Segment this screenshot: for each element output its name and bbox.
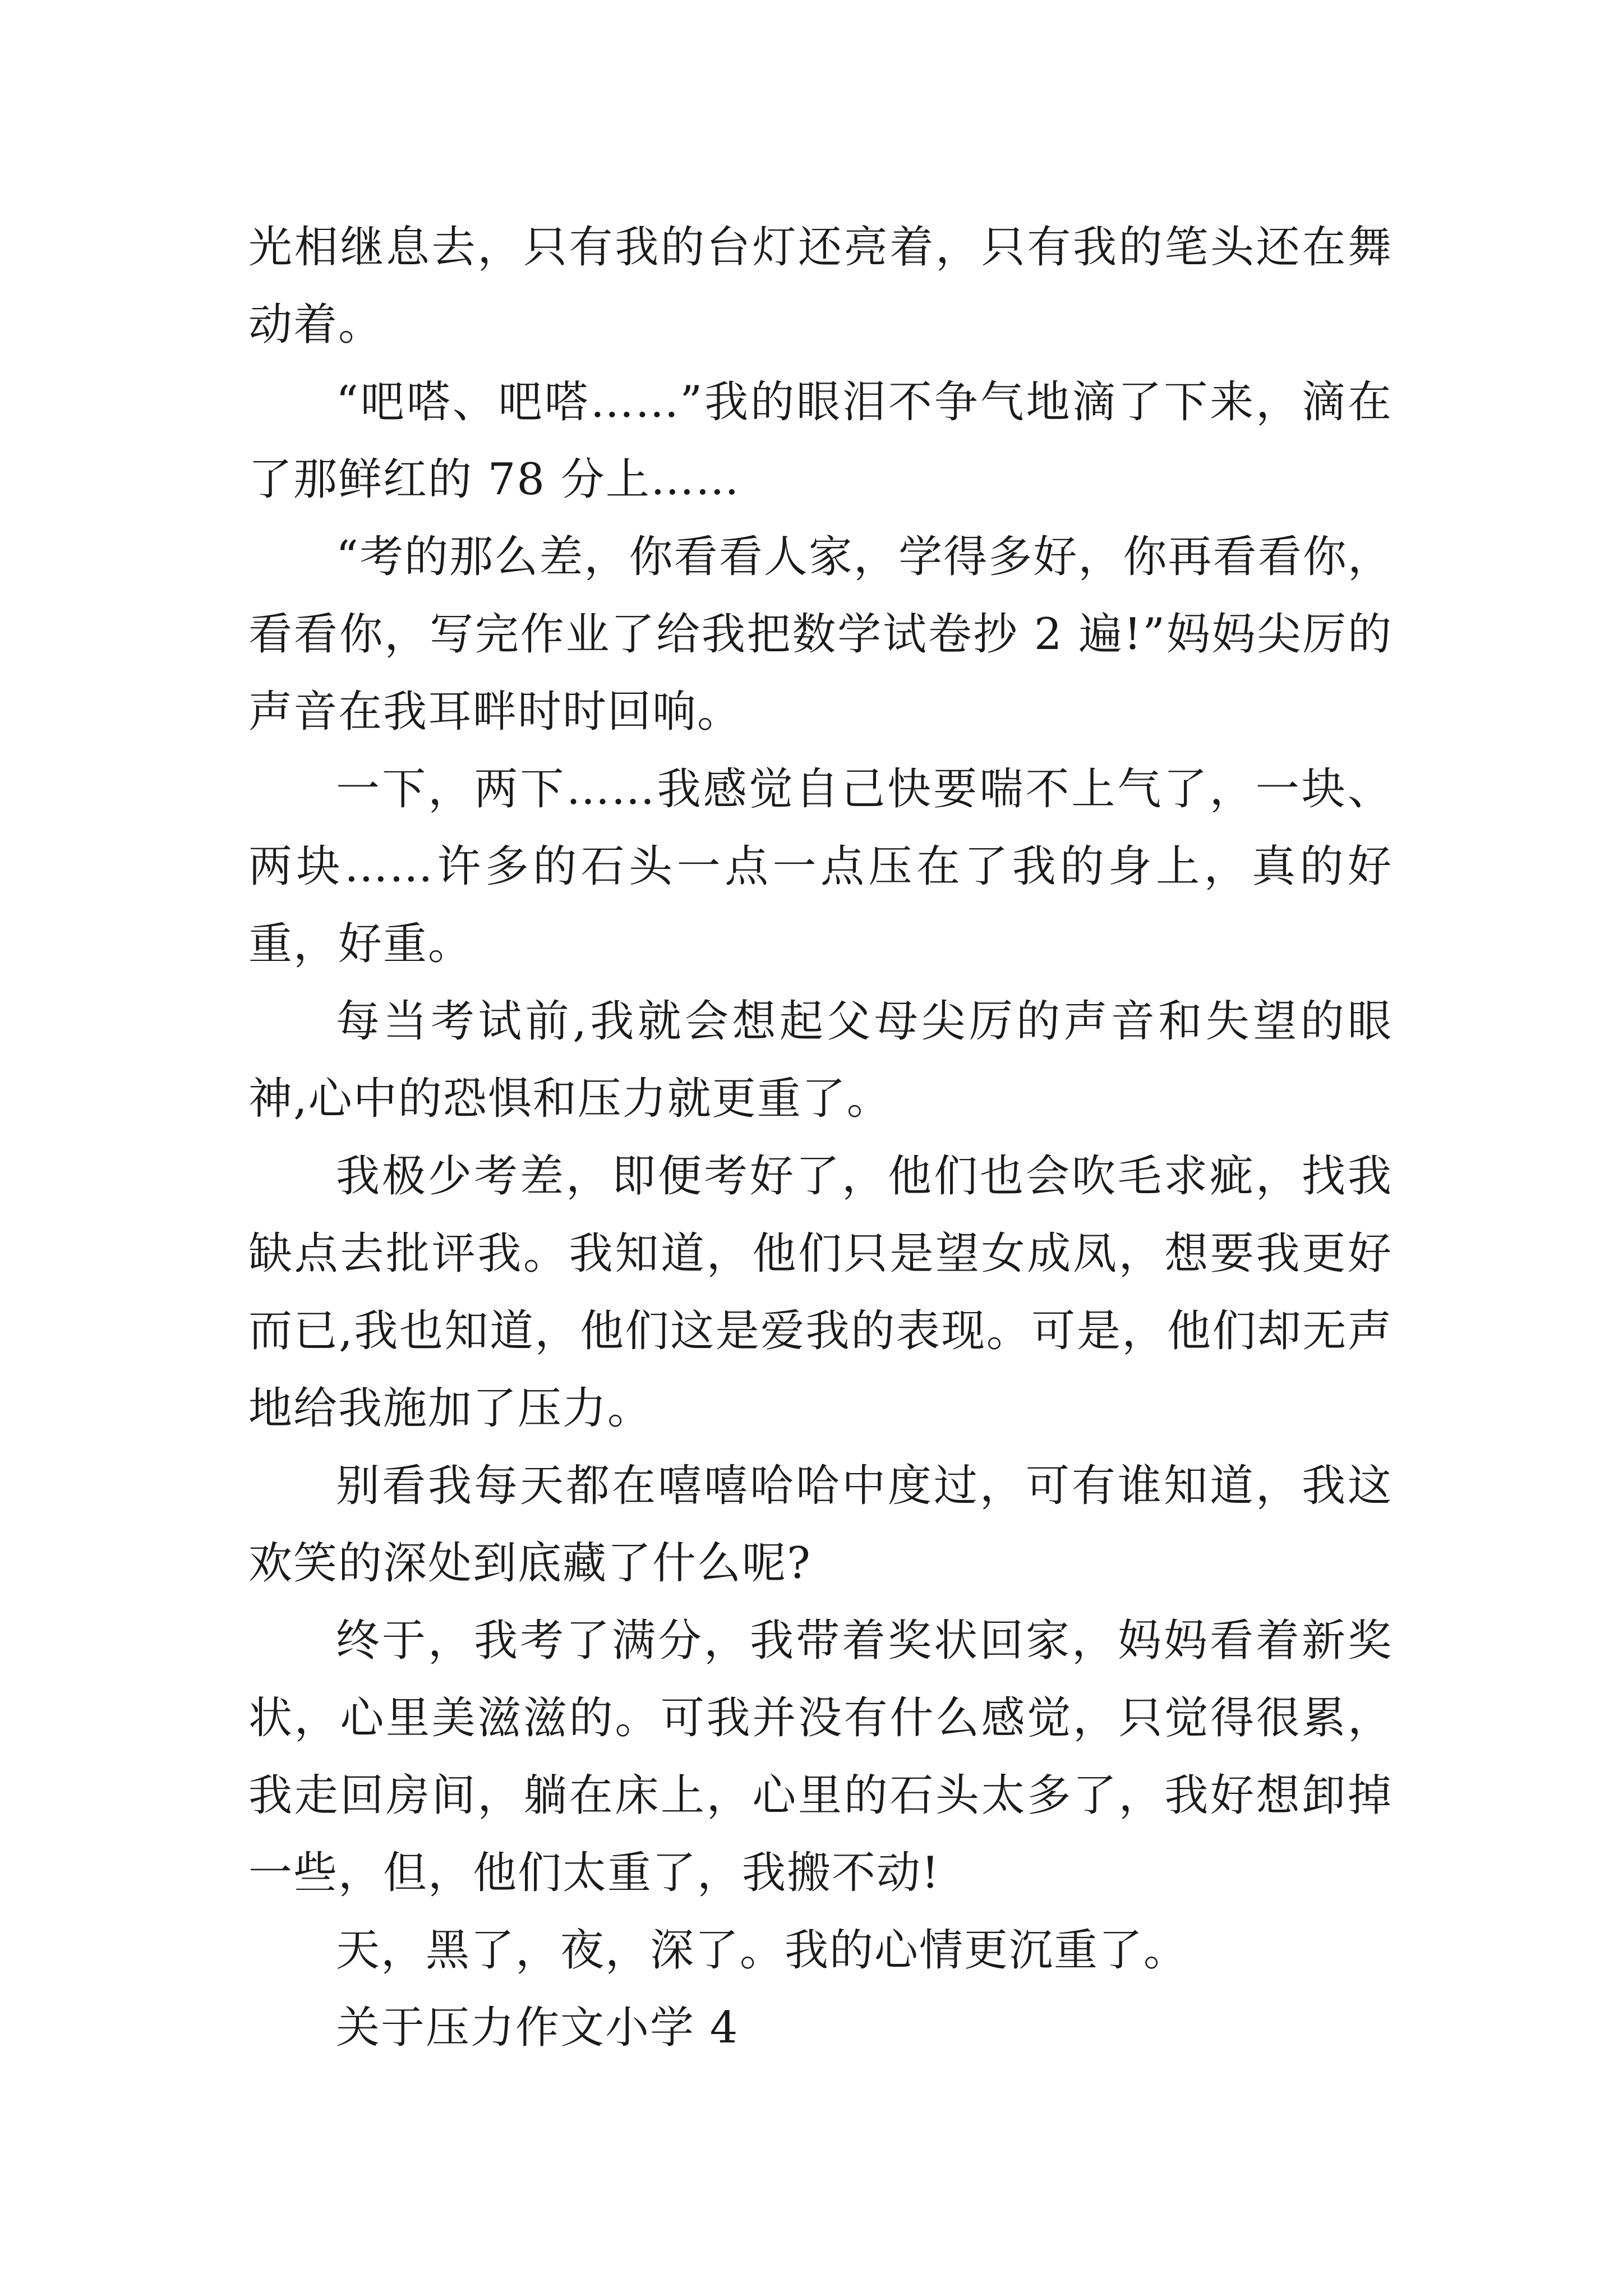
paragraph-criticism: 我极少考差，即便考好了，他们也会吹毛求疵，找我缺点去批评我。我知道，他们只是望女成凤，想要我更好而已,我也知道，他们这是爱我的表现。可是，他们却无声地给我施加了压力。 — [248, 1151, 1393, 1434]
paragraph-stones: 一下，两下……我感觉自己快要喘不上气了，一块、两块……许多的石头一点一点压在了我的身上，真的好重，好重。 — [248, 764, 1393, 969]
paragraph-before-exam: 每当考试前,我就会想起父母尖厉的声音和失望的眼神,心中的恐惧和压力就更重了。 — [248, 996, 1393, 1124]
paragraph-mother-scolding: “考的那么差，你看看人家，学得多好，你再看看你，看看你，写完作业了给我把数学试卷抄 2 遍!”妈妈尖厉的声音在我耳畔时时回响。 — [248, 532, 1393, 737]
paragraph-night: 天，黑了，夜，深了。我的心情更沉重了。 — [336, 1925, 1189, 1976]
paragraph-laughter: 别看我每天都在嘻嘻哈哈中度过，可有谁知道，我这欢笑的深处到底藏了什么呢? — [248, 1461, 1393, 1589]
section-heading: 关于压力作文小学 4 — [336, 2003, 739, 2053]
paragraph-continued: 光相继息去，只有我的台灯还亮着，只有我的笔头还在舞动着。 — [248, 222, 1393, 350]
paragraph-full-marks: 终于，我考了满分，我带着奖状回家，妈妈看着新奖状，心里美滋滋的。可我并没有什么感觉，只觉得很累，我走回房间，躺在床上，心里的石头太多了，我好想卸掉一些，但，他们太重了，我搬不动! — [248, 1616, 1393, 1898]
essay-body — [248, 209, 1393, 2067]
paragraph-tears: “吧嗒、吧嗒……”我的眼泪不争气地滴了下来，滴在了那鲜红的 78 分上…… — [248, 377, 1393, 505]
